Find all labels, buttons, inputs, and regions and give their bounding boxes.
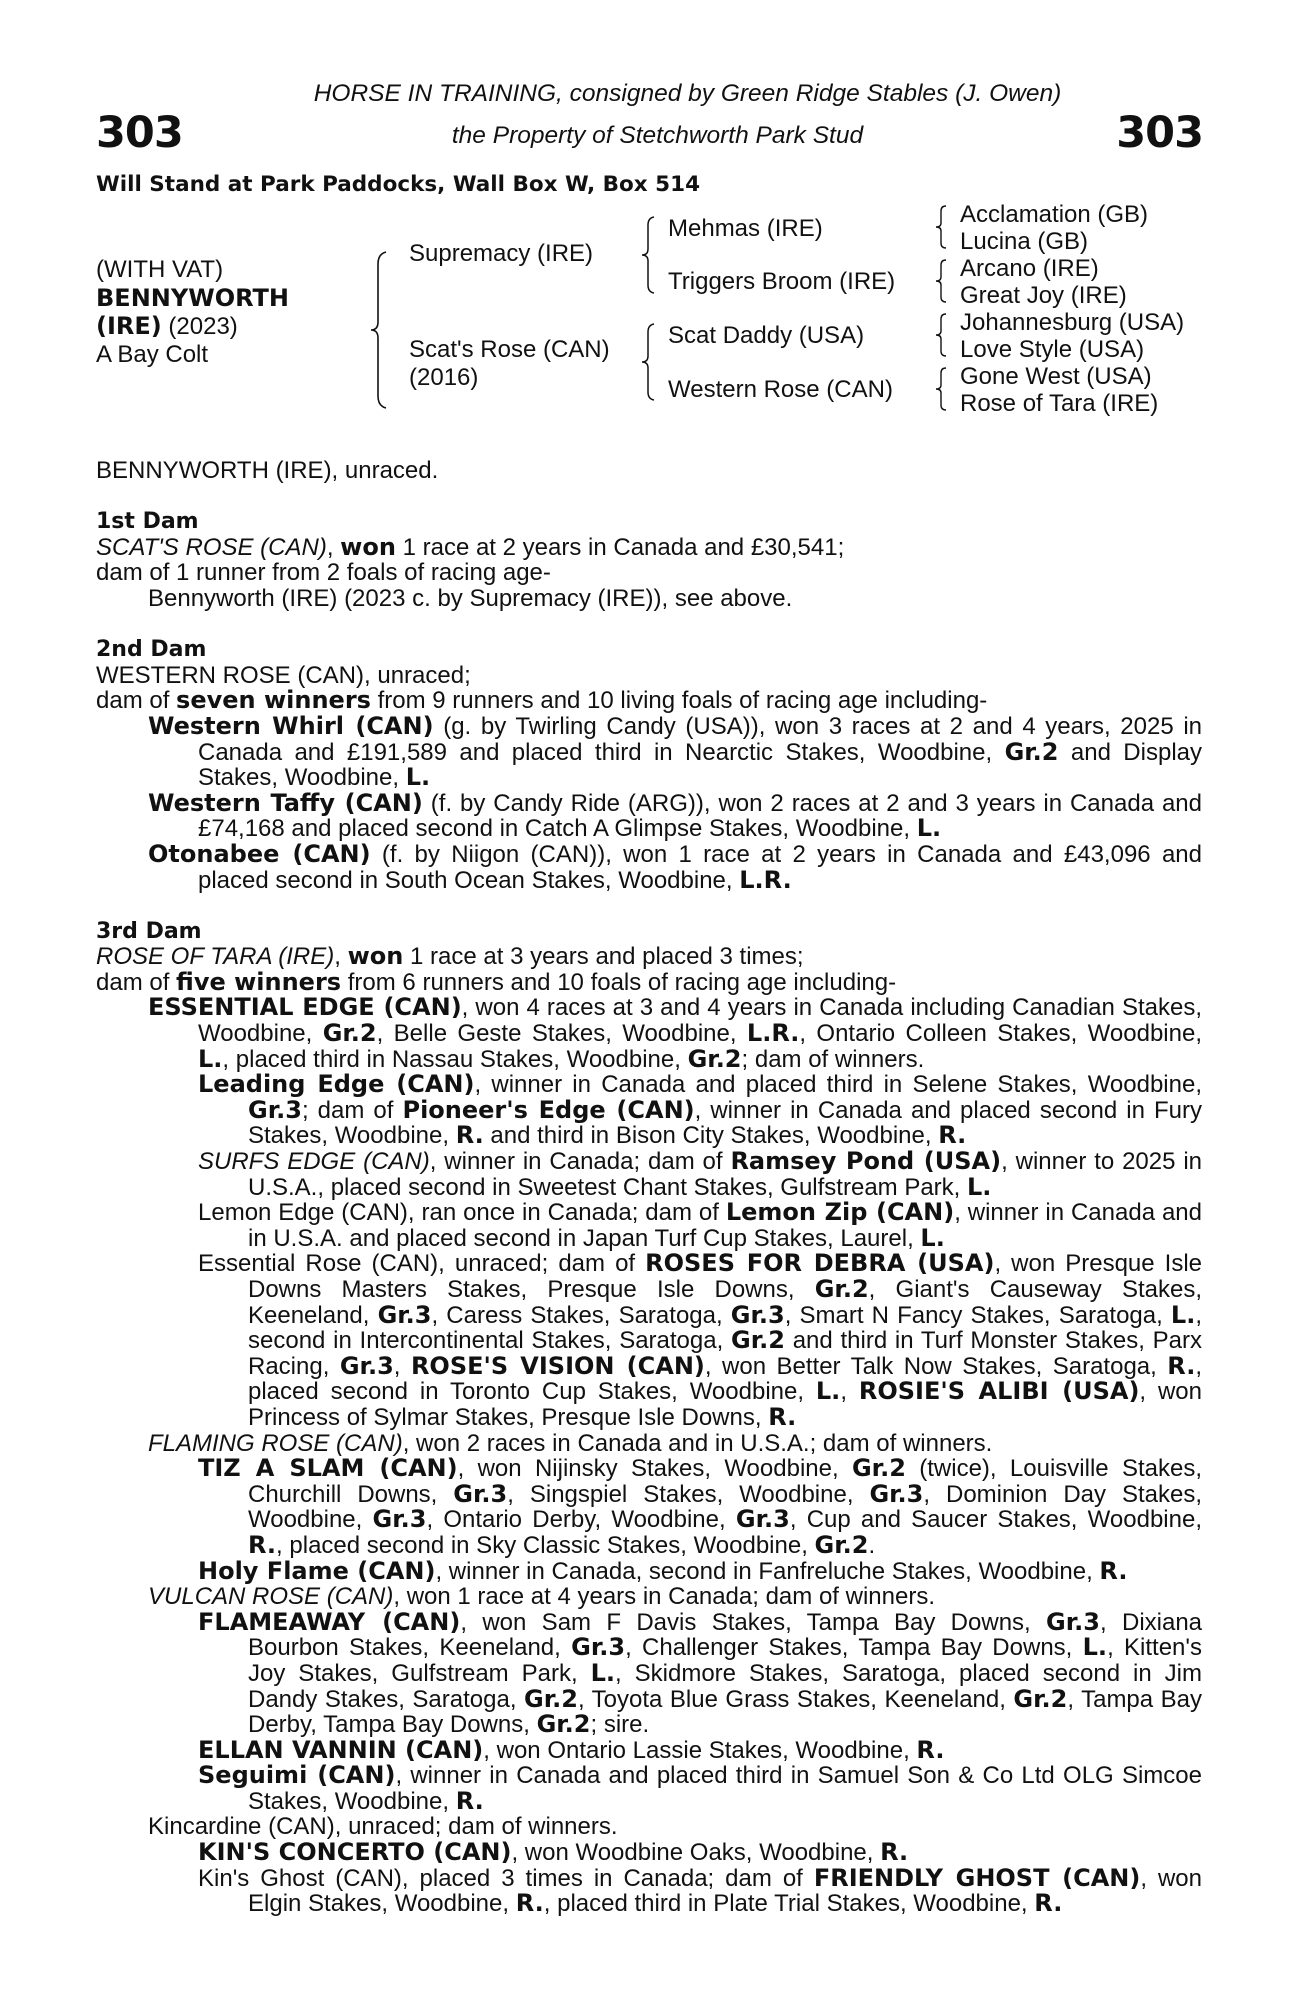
horse-name: VULCAN ROSE (CAN) (148, 1583, 394, 1611)
ancestor: Great Joy (IRE) (960, 282, 1127, 309)
horse-name: Lemon Zip (CAN) (725, 1198, 955, 1227)
horse-name: ELLAN VANNIN (CAN) (198, 1735, 484, 1764)
pedigree-brace-g3 (934, 312, 948, 358)
third-dam-record (96, 944, 1202, 970)
first-dam-name: SCAT'S ROSE (CAN) (96, 533, 327, 561)
horse-name: ROSIE'S ALIBI (USA) (858, 1377, 1140, 1406)
text: , placed second in Sky Classic Stakes, Woodbine, (276, 1531, 815, 1559)
grade: L. (815, 1377, 841, 1406)
text: (f. by Niigon (CAN)), won 1 race at 2 years in Canada and £43,096 and placed second in South Ocean Stakes, Woodbine, (198, 840, 1202, 894)
text: and Display Stakes, Woodbine, (198, 738, 1203, 792)
text: , winner in Canada, second in Fanfreluche Stakes, Woodbine, (435, 1557, 1100, 1585)
grade: L. (590, 1658, 616, 1687)
text: , won Nijinsky Stakes, Woodbine, (457, 1455, 852, 1483)
horse-name: FRIENDLY GHOST (CAN) (813, 1863, 1141, 1892)
dam-name: Scat's Rose (CAN) (409, 336, 610, 363)
consignment-line: HORSE IN TRAINING, consigned by Green Ridge Stables (J. Owen) (313, 80, 1062, 107)
text: , Caress Stakes, Saratoga, (431, 1301, 731, 1329)
text: dam of (96, 968, 177, 996)
sire-dam: Triggers Broom (IRE) (668, 268, 896, 295)
horse-name: FLAMEAWAY (CAN) (198, 1607, 461, 1636)
grade: Gr.2 (731, 1326, 785, 1355)
horse-name: TIZ A SLAM (CAN) (198, 1454, 458, 1483)
sep: , (326, 533, 341, 561)
grade: Gr.3 (1046, 1607, 1100, 1636)
grade: Gr.3 (735, 1505, 790, 1534)
text: , won 2 races in Canada and in U.S.A.; dam of winners. (402, 1429, 993, 1457)
third-generation (960, 201, 1184, 417)
produce-entry (96, 1556, 1202, 1585)
text: , winner to 2025 in U.S.A., placed second in Sweetest Chant Stakes, Gulfstream Park, (248, 1148, 1203, 1201)
grade: L. (198, 1044, 223, 1073)
text: (twice), Louisville Stakes, Churchill Downs, (248, 1455, 1203, 1508)
lot-number-left: 303 (96, 108, 183, 158)
third-dam-heading: 3rd Dam (96, 918, 202, 944)
dam-sire: Scat Daddy (USA) (668, 322, 865, 349)
ancestor: Rose of Tara (IRE) (960, 390, 1159, 417)
grade: Gr.3 (339, 1351, 394, 1380)
text: , Toyota Blue Grass Stakes, Keeneland, (577, 1685, 1014, 1713)
horse-name: SURFS EDGE (CAN) (198, 1148, 430, 1176)
text: and third in Turf Monster Stakes, Parx Racing, (248, 1327, 1202, 1380)
grade: R. (455, 1786, 484, 1815)
ancestor: Acclamation (GB) (960, 201, 1149, 228)
horse-name: Leading Edge (CAN) (198, 1070, 475, 1099)
produce-entry (96, 1814, 1202, 1840)
first-dam-record (96, 532, 1202, 561)
pedigree-brace-main (368, 250, 390, 410)
grade: L. (1170, 1300, 1196, 1329)
grade: Gr.3 (869, 1479, 924, 1508)
produce-entry (96, 788, 1203, 843)
produce-entry (96, 1840, 1202, 1866)
produce-entry (96, 1863, 1203, 1918)
produce-entry (96, 839, 1202, 894)
grade: L. (405, 763, 431, 792)
ancestor: Arcano (IRE) (960, 255, 1099, 282)
produce-entry (96, 1431, 1202, 1457)
grade: Gr.2 (1004, 737, 1059, 766)
text: , Giant's Causeway Stakes, Keeneland, (248, 1276, 1202, 1329)
produce-entry (96, 1763, 1202, 1814)
dam (409, 336, 610, 392)
text: , winner in Canada and placed third in Samuel Son & Co Ltd OLG Simcoe Stakes, Woodbine, (248, 1762, 1202, 1815)
text: , Challenger Stakes, Tampa Bay Downs, (625, 1634, 1083, 1662)
text: , won Princess of Sylmar Stakes, Presque Isle Downs, (248, 1378, 1202, 1431)
text: Essential Rose (CAN), unraced; dam of (198, 1250, 646, 1278)
grade: R. (455, 1121, 484, 1150)
produce-entry (96, 1251, 1202, 1430)
sire: Supremacy (IRE) (409, 240, 594, 267)
grade: R. (1099, 1556, 1128, 1585)
text: ; dam of winners. (741, 1045, 925, 1073)
text: from 6 runners and 10 foals of racing age including- (341, 968, 897, 996)
grade: Gr.3 (248, 1095, 302, 1124)
dam-year: (2016) (409, 364, 479, 391)
text: , won Presque Isle Downs Masters Stakes, Presque Isle Downs, (248, 1250, 1203, 1303)
produce-entry (96, 711, 1203, 792)
text: , Dominion Day Stakes, Woodbine, (248, 1480, 1202, 1534)
text: ; dam of (301, 1096, 403, 1124)
ancestor: Gone West (USA) (960, 363, 1152, 390)
first-dam-foal: Bennyworth (IRE) (2023 c. by Supremacy (IRE)), see above. (148, 584, 793, 612)
grade: Gr.2 (536, 1710, 591, 1739)
text: , (393, 1352, 411, 1380)
text: from 9 runners and 10 living foals of racing age including- (370, 687, 988, 715)
text: , placed second in Toronto Cup Stakes, Woodbine, (248, 1352, 1202, 1406)
grade: R. (515, 1889, 544, 1918)
ancestor: Love Style (USA) (960, 336, 1145, 363)
text: Lemon Edge (CAN), ran once in Canada; dam of (198, 1199, 726, 1227)
produce-entry (96, 1735, 1202, 1764)
text: , Skidmore Stakes, Saratoga, placed second in Jim Dandy Stakes, Saratoga, (248, 1659, 1203, 1713)
text: , won Woodbine Oaks, Woodbine, (511, 1839, 881, 1867)
text: , (840, 1378, 859, 1406)
text: dam of (96, 687, 177, 715)
grade: L. (1082, 1633, 1108, 1662)
first-dam-heading: 1st Dam (96, 509, 199, 535)
grade: Gr.3 (377, 1300, 432, 1329)
horse-name: KIN'S CONCERTO (CAN) (198, 1838, 512, 1867)
horse-name: Ramsey Pond (USA) (730, 1147, 1002, 1176)
horse-name: Seguimi (CAN) (198, 1761, 396, 1790)
vat-label: (WITH VAT) (96, 256, 224, 283)
horse-name: Holy Flame (CAN) (198, 1556, 436, 1585)
pedigree-brace-g4 (934, 366, 948, 412)
grade: L.R. (739, 865, 792, 894)
text: Kincardine (CAN), unraced; dam of winners. (148, 1813, 618, 1841)
second-dam-heading: 2nd Dam (96, 637, 207, 663)
intro-line: BENNYWORTH (IRE), unraced. (96, 457, 439, 484)
ancestor: Johannesburg (USA) (960, 309, 1185, 336)
horse-country: (IRE) (96, 312, 162, 340)
text: , winner in Canada and in U.S.A. and placed second in Japan Turf Cup Stakes, Laurel, (248, 1199, 1202, 1252)
grade: L.R. (746, 1019, 800, 1048)
pedigree-brace-sire (640, 215, 658, 295)
text: and third in Bison City Stakes, Woodbine, (483, 1122, 939, 1150)
second-dam-name: WESTERN ROSE (CAN), unraced; (96, 661, 471, 689)
grade: L. (967, 1172, 992, 1201)
grade: Gr.2 (687, 1044, 742, 1073)
text: , Kitten's Joy Stakes, Gulfstream Park, (248, 1634, 1202, 1687)
text: , Smart N Fancy Stakes, Saratoga, (784, 1301, 1171, 1329)
text: ; sire. (590, 1711, 650, 1739)
grade: L. (916, 814, 942, 843)
text: Kin's Ghost (CAN), placed 3 times in Canada; dam of (198, 1864, 814, 1892)
text: , Singspiel Stakes, Woodbine, (507, 1480, 870, 1508)
text: , won 1 race at 4 years in Canada; dam of winners. (393, 1583, 935, 1611)
text: , second in Intercontinental Stakes, Saratoga, (248, 1301, 1202, 1355)
horse-name: Otonabee (CAN) (148, 839, 371, 868)
first-dam-produce: dam of 1 runner from 2 foals of racing age- (96, 559, 551, 587)
produce-entry (96, 1584, 1202, 1610)
horse-year: (2023) (161, 313, 238, 340)
sire-sire: Mehmas (IRE) (668, 215, 823, 242)
horse-name: ESSENTIAL EDGE (CAN) (148, 993, 462, 1022)
text: , won 4 races at 3 and 4 years in Canada including Canadian Stakes, Woodbine, (198, 994, 1202, 1048)
text: , won Ontario Lassie Stakes, Woodbine, (483, 1736, 917, 1764)
text: , Ontario Colleen Stakes, Woodbine, (799, 1020, 1202, 1048)
winners-count: seven winners (176, 686, 371, 715)
lot-number-right: 303 (1116, 108, 1203, 158)
ancestor: Lucina (GB) (960, 228, 1089, 255)
pedigree-brace-dam (640, 322, 658, 402)
produce-entry (96, 995, 1202, 1072)
record: 1 race at 3 years and placed 3 times; (403, 943, 804, 971)
third-dam-name: ROSE OF TARA (IRE) (96, 943, 335, 971)
horse-name: Pioneer's Edge (CAN) (402, 1095, 695, 1124)
grade: R. (916, 1735, 945, 1764)
text: , winner in Canada and placed second in Fury Stakes, Woodbine, (248, 1096, 1203, 1150)
text: (f. by Candy Ride (ARG)), won 2 races at 2 and 3 years in Canada and £74,168 and placed second in Catch A Glimpse Stakes, Woodbine, (198, 789, 1203, 843)
stand-location: Will Stand at Park Paddocks, Wall Box W, Box 514 (96, 172, 701, 197)
horse-name: Western Whirl (CAN) (148, 711, 434, 740)
grade: Gr.2 (1013, 1684, 1068, 1713)
horse-name: Western Taffy (CAN) (148, 788, 423, 817)
grade: R. (938, 1121, 967, 1150)
text: , Dixiana Bourbon Stakes, Keeneland, (248, 1608, 1203, 1662)
pedigree-brace-g1 (934, 204, 948, 250)
dam-dam: Western Rose (CAN) (668, 376, 893, 403)
text: , winner in Canada and placed third in Selene Stakes, Woodbine, (474, 1071, 1202, 1099)
text: , Cup and Saucer Stakes, Woodbine, (789, 1506, 1202, 1534)
grade: R. (1034, 1889, 1063, 1918)
produce-entry (96, 1456, 1202, 1558)
record: 1 race at 2 years in Canada and £30,541; (395, 533, 845, 561)
text: , placed third in Nassau Stakes, Woodbine, (222, 1045, 688, 1073)
produce-entry (96, 1149, 1202, 1200)
text: , Belle Geste Stakes, Woodbine, (376, 1020, 747, 1048)
text: , won Better Talk Now Stakes, Saratoga, (704, 1352, 1168, 1380)
text: , won Elgin Stakes, Woodbine, (248, 1864, 1203, 1918)
grade: L. (920, 1223, 945, 1252)
grade: Gr.2 (814, 1530, 869, 1559)
grade: R. (768, 1402, 797, 1431)
catalogue-body (96, 458, 1202, 1917)
grade: R. (248, 1530, 277, 1559)
grade: Gr.2 (322, 1019, 377, 1048)
won: won (340, 532, 396, 561)
grade: R. (880, 1838, 909, 1867)
horse-origin-year (96, 312, 289, 341)
property-line: the Property of Stetchworth Park Stud (451, 122, 864, 149)
text: , Tampa Bay Derby, Tampa Bay Downs, (248, 1685, 1202, 1739)
horse-name: FLAMING ROSE (CAN) (148, 1429, 403, 1457)
text: , won Sam F Davis Stakes, Tampa Bay Downs, (460, 1608, 1047, 1636)
winners-count: five winners (176, 967, 342, 996)
sep: , (334, 943, 348, 971)
horse-name: ROSE'S VISION (CAN) (410, 1351, 705, 1380)
grade: R. (1167, 1351, 1196, 1380)
horse-name: ROSES FOR DEBRA (USA) (645, 1249, 995, 1278)
grade: Gr.3 (372, 1505, 427, 1534)
pedigree-brace-g2 (934, 258, 948, 304)
text: . (868, 1531, 876, 1559)
grade: Gr.3 (730, 1300, 785, 1329)
produce-entry (96, 1607, 1203, 1739)
produce-entry (96, 1200, 1202, 1251)
horse-block (96, 256, 289, 369)
horse-name: BENNYWORTH (96, 284, 289, 312)
text: , placed third in Plate Trial Stakes, Woodbine, (543, 1890, 1035, 1918)
grade: Gr.2 (524, 1684, 578, 1713)
text: , winner in Canada; dam of (429, 1148, 731, 1176)
grade: Gr.3 (571, 1633, 626, 1662)
grade: Gr.2 (814, 1275, 869, 1303)
third-dam-produce (96, 967, 1202, 996)
horse-description: A Bay Colt (96, 341, 209, 368)
won: won (347, 942, 404, 971)
text: (g. by Twirling Candy (USA)), won 3 races at 2 and 4 years, 2025 in Canada and £191,589 and placed third in Nearctic Stakes, Woodbine, (198, 712, 1202, 766)
text: , Ontario Derby, Woodbine, (426, 1506, 736, 1534)
produce-entry (96, 1072, 1202, 1149)
grade: Gr.2 (851, 1454, 906, 1483)
grade: Gr.3 (453, 1479, 508, 1508)
second-dam-produce (96, 688, 1202, 714)
